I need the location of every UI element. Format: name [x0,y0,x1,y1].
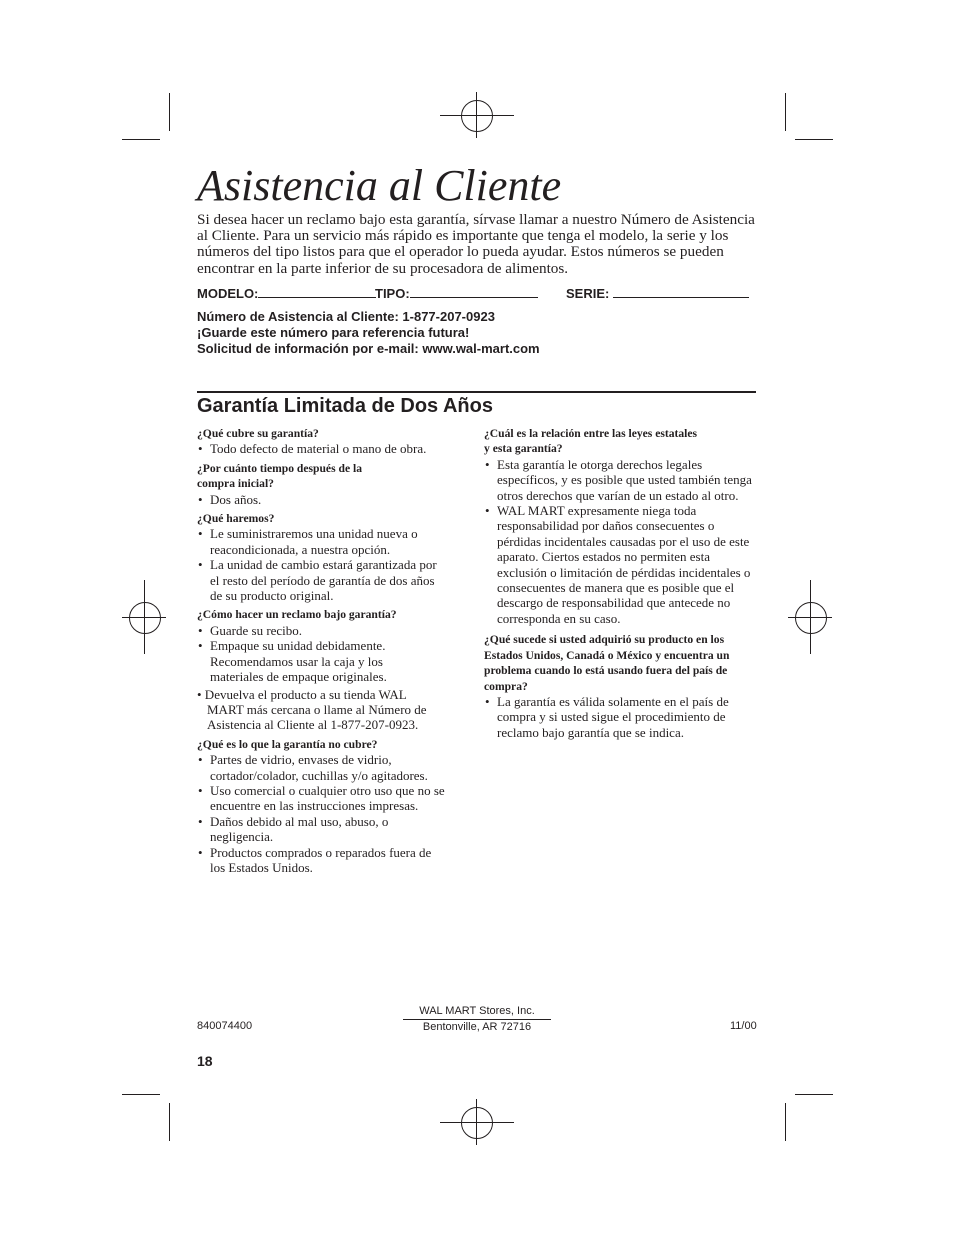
phone-number: Número de Asistencia al Cliente: 1-877-207-0923 [197,309,495,324]
answer-outside-country: • La garantía es válida solamente en el país de compra y si usted sigue el procedimiento de reclamo bajo garantía que se indica. [484,694,755,740]
page-number: 18 [197,1053,213,1069]
answer-claim-1: • Guarde su recibo. [197,623,469,638]
answer-not-covered-1: • Partes de vidrio, envases de vidrio, cortador/colador, cuchillas y/o agitadores. [197,752,468,783]
catalog-code: 840074400 [197,1020,253,1032]
company-block [403,1004,551,1034]
question-state-laws [484,426,756,457]
question-state-laws-line1: ¿Cuál es la relación entre las leyes estatales [484,427,698,440]
question-duration-line2: compra inicial? [197,477,274,491]
modelo-label: MODELO: [197,286,259,301]
answer-not-covered-4: • Productos comprados o reparados fuera de los Estados Unidos. [197,845,442,876]
warranty-left-column [197,426,469,875]
serie-field [566,285,749,301]
section-heading: Garantía Limitada de Dos Años [197,395,493,417]
question-not-covered: ¿Qué es lo que la garantía no cubre? [197,737,378,751]
answer-what-we-do-1: • Le suministraremos una unidad nueva o reacondicionada, a nuestra opción. [197,526,435,557]
intro-paragraph: Si desea hacer un reclamo bajo esta garantía, sírvase llamar a nuestro Número de Asistencia al Cliente. Para un servicio más rápido es importante que tenga el modelo, la serie y los números del tipo listos para que el operador lo pueda ayudar. Estos números se pueden encontrar en la parte inferior de su procesadora de alimentos. [197,211,755,277]
question-duration [197,461,469,492]
company-address: Bentonville, AR 72716 [403,1019,551,1034]
page-title: Asistencia al Cliente [197,161,562,210]
save-number-note: ¡Guarde este número para referencia futura! [197,325,470,340]
answer-claim-2: • Empaque su unidad debidamente. Recomendamos usar la caja y los materiales de empaque originales. [197,638,420,684]
email-info: Solicitud de información por e-mail: www.wal-mart.com [197,341,540,356]
answer-coverage: • Todo defecto de material o mano de obra. [197,441,469,456]
print-date: 11/00 [730,1020,757,1032]
modelo-field [197,285,376,301]
tipo-field [375,285,538,301]
answer-claim-3: • Devuelva el producto a su tienda WAL MART más cercana o llame al Número de Asistencia al Cliente al 1-877-207-0923. [197,686,427,733]
serie-label: SERIE: [566,286,610,301]
warranty-right-column [484,426,756,740]
question-how-to-claim: ¿Cómo hacer un reclamo bajo garantía? [197,608,397,622]
company-name: WAL MART Stores, Inc. [419,1005,535,1017]
answer-state-laws-2: • WAL MART expresamente niega toda responsabilidad por daños consecuentes o pérdidas incidentales causadas por el uso de este aparato. Ciertos estados no permiten esta exclusión o limitación de pérdidas incidentales o consecuentes de manera que es posible que el descargo de responsabilidad que antecede no corresponda en su caso. [484,503,755,626]
answer-not-covered-2: • Uso comercial o cualquier otro uso que no se encuentre en las instrucciones impresas. [197,783,472,814]
answer-what-we-do-2: • La unidad de cambio estará garantizada por el resto del período de garantía de dos años de su producto original. [197,557,438,603]
answer-duration: • Dos años. [197,492,469,507]
question-duration-line1: ¿Por cuánto tiempo después de la [197,461,363,475]
tipo-label: TIPO: [375,286,410,301]
answer-not-covered-3: • Daños debido al mal uso, abuso, o negligencia. [197,814,410,845]
question-state-laws-line2: y esta garantía? [484,442,563,456]
question-what-we-do: ¿Qué haremos? [197,512,275,526]
answer-state-laws-1: • Esta garantía le otorga derechos legales específicos, y es posible que usted también tenga otros derechos que varían de un estado al otro. [484,457,755,503]
question-coverage: ¿Qué cubre su garantía? [197,427,319,440]
question-outside-country: ¿Qué sucede si usted adquirió su producto en los Estados Unidos, Canadá o México y encuentra un problema cuando lo está usando fuera del país de compra? [484,633,730,693]
contact-info [197,309,540,357]
